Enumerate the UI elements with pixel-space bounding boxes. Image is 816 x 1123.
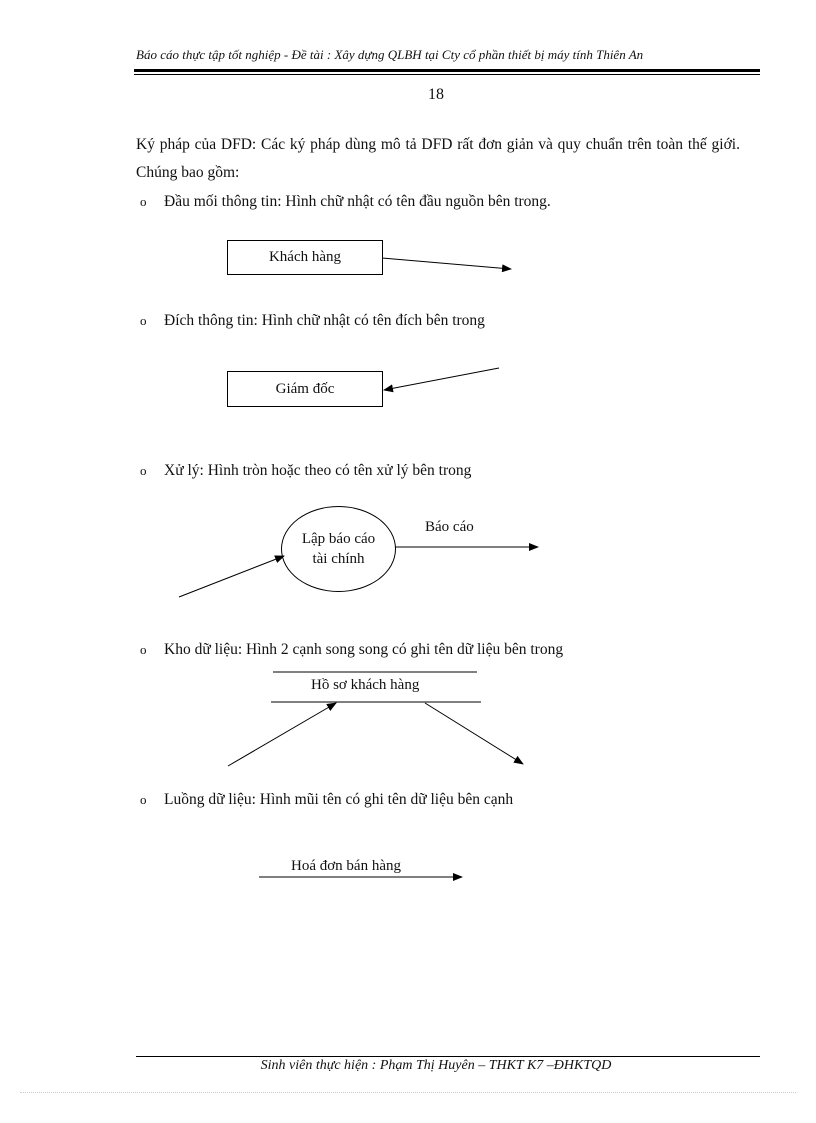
intro-paragraph: Ký pháp của DFD: Các ký pháp dùng mô tả DFD rất đơn giản và quy chuẩn trên toàn thế giới. Chúng bao gồm: <box>136 136 740 181</box>
process-output-label: Báo cáo <box>425 519 474 535</box>
store-inflow-arrow <box>228 703 336 766</box>
sink-entity-label: Giám đốc <box>275 380 335 397</box>
process-label-line2: tài chính <box>312 551 365 567</box>
list-item-text: Kho dữ liệu: Hình 2 cạnh song song có ghi tên dữ liệu bên trong <box>164 641 564 658</box>
list-item-text: Xử lý: Hình tròn hoặc theo có tên xử lý bên trong <box>164 462 472 479</box>
list-item-text: Luồng dữ liệu: Hình mũi tên có ghi tên dữ liệu bên cạnh <box>164 791 514 808</box>
process-circle <box>281 506 396 592</box>
page-number: 18 <box>428 86 444 103</box>
list-item-text: Đích thông tin: Hình chữ nhật có tên đích bên trong <box>164 312 485 329</box>
page-bottom-dotted-line <box>20 1092 796 1093</box>
source-entity-box <box>227 240 383 275</box>
bullet-marker: o <box>140 313 147 328</box>
sink-entity-box <box>227 371 383 407</box>
store-outflow-arrow <box>425 703 523 764</box>
bullet-marker: o <box>140 642 147 657</box>
data-flow-label: Hoá đơn bán hàng <box>291 858 401 874</box>
running-footer: Sinh viên thực hiện : Phạm Thị Huyên – THKT K7 –ĐHKTQD <box>260 1058 612 1073</box>
sink-inflow-arrow <box>384 368 499 390</box>
running-header: Báo cáo thực tập tốt nghiệp - Đề tài : Xây dựng QLBH tại Cty cổ phần thiết bị máy tính Thiên An <box>136 47 644 62</box>
source-outflow-arrow <box>382 258 511 269</box>
source-entity-label: Khách hàng <box>268 249 342 265</box>
footer-rule <box>136 1056 760 1057</box>
bullet-marker: o <box>140 792 147 807</box>
process-label-line1: Lập báo cáo <box>301 531 376 547</box>
bullet-marker: o <box>140 463 147 478</box>
data-store-label: Hồ sơ khách hàng <box>311 677 420 693</box>
process-inflow-arrow <box>179 556 284 597</box>
bullet-marker: o <box>140 194 147 209</box>
list-item-text: Đầu mối thông tin: Hình chữ nhật có tên đầu nguồn bên trong. <box>164 193 551 210</box>
